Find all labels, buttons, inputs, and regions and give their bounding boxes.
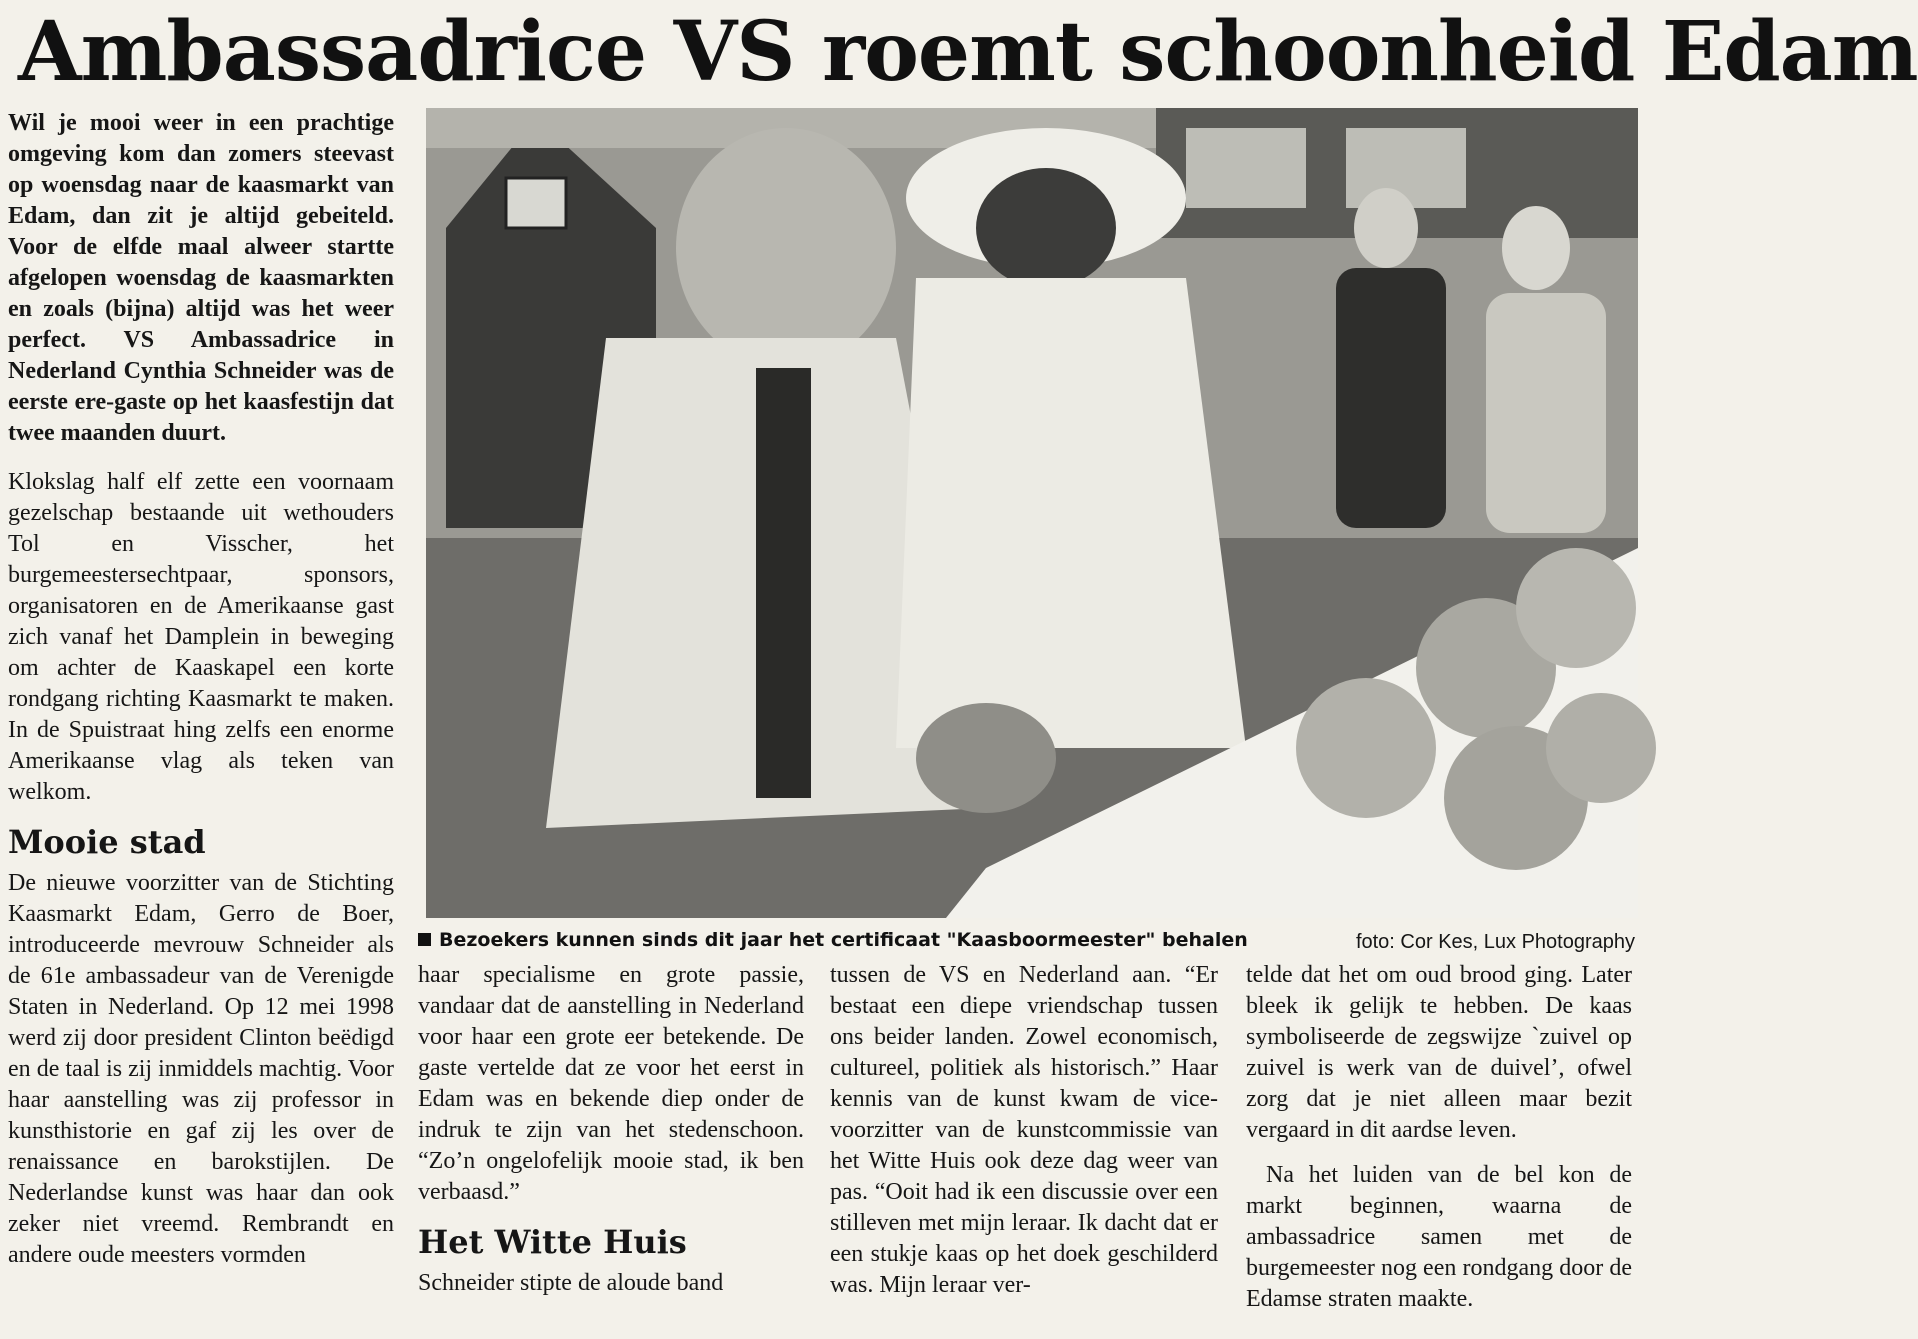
- column-2: [418, 960, 804, 1313]
- column-1: [8, 108, 394, 1285]
- body-paragraph: Klokslag half elf zette een voornaam gezelschap bestaande uit wethouders Tol en Visscher, het burgemeestersechtpaar, sponsors, organisatoren en de Amerikaanse gast zich vanaf het Damplein in beweging om achter de Kaaskapel een korte rondgang richting Kaasmarkt te maken. In de Spuistraat hing zelfs een enorme Amerikaanse vlag als teken van welkom.: [8, 469, 394, 805]
- subhead-mooie-stad: Mooie stad: [8, 823, 206, 861]
- body-paragraph: telde dat het om oud brood ging. Later bleek ik gelijk te hebben. De kaas symboliseerde de zegswijze `zuivel op zuivel is werk van de duivel’, ofwel zorg dat je niet alleen maar bezit vergaard in dit aardse leven.: [1246, 962, 1632, 1143]
- photo-credit: foto: Cor Kes, Lux Photography: [1355, 931, 1635, 953]
- caption-text: Bezoekers kunnen sinds dit jaar het certificaat "Kaasboormeester" behalen: [439, 929, 1248, 951]
- body-paragraph: haar specialisme en grote passie, vandaar dat de aanstelling in Nederland voor haar een grote eer betekende. De gaste vertelde dat ze voor het eerst in Edam was en bekende diep onder de indruk te zijn van het stedenschoon. “Zo’n ongelofelijk mooie stad, ik ben verbaasd.”: [418, 962, 804, 1205]
- lead-paragraph: Wil je mooi weer in een prachtige omgeving kom dan zomers steevast op woensdag naar de kaasmarkt van Edam, dan zit je altijd gebeiteld. Voor de elfde maal alweer startte afgelopen woensdag de kaasmarkten en zoals (bijna) altijd was het weer perfect. VS Ambassadrice in Nederland Cynthia Schneider was de eerste ere-gaste op het kaasfestijn dat twee maanden duurt.: [8, 110, 394, 446]
- photo-caption: [418, 926, 1248, 954]
- caption-bullet: [418, 933, 431, 946]
- body-paragraph: De nieuwe voorzitter van de Stichting Kaasmarkt Edam, Gerro de Boer, introduceerde mevrouw Schneider als de 61e ambassadeur van de Verenigde Staten in Nederland. Op 12 mei 1998 werd zij door president Clinton beëdigd en de taal is zij inmiddels machtig. Voor haar aanstelling was zij professor in kunsthistorie en gaf zij les over de renaissance en barokstijlen. De Nederlandse kunst was haar dan ook zeker niet vreemd. Rembrandt en andere oude meesters vormden: [8, 870, 394, 1268]
- photo-illustration: [426, 108, 1638, 918]
- body-paragraph: Na het luiden van de bel kon de markt beginnen, waarna de ambassadrice samen met de burgemeester nog een rondgang door de Edamse straten maakte.: [1246, 1162, 1632, 1312]
- body-paragraph: Schneider stipte de aloude band: [418, 1270, 724, 1296]
- headline: Ambassadrice VS roemt schoonheid Edam: [18, 4, 1918, 100]
- column-4: [1246, 960, 1632, 1329]
- column-3: [830, 960, 1218, 1315]
- body-paragraph: tussen de VS en Nederland aan. “Er bestaat een diepe vriendschap tussen ons beider landen. Zowel economisch, cultureel, politiek als historisch.” Haar kennis van de kunst kwam de vice-voorzitter van de kunstcommissie van het Witte Huis ook deze dag weer van pas. “Ooit had ik een discussie over een stilleven met mijn leraar. Ik dacht dat er een stukje kaas op het doek geschilderd was. Mijn leraar ver-: [830, 962, 1218, 1298]
- news-photo: [426, 108, 1638, 918]
- subhead-witte-huis: Het Witte Huis: [418, 1223, 687, 1261]
